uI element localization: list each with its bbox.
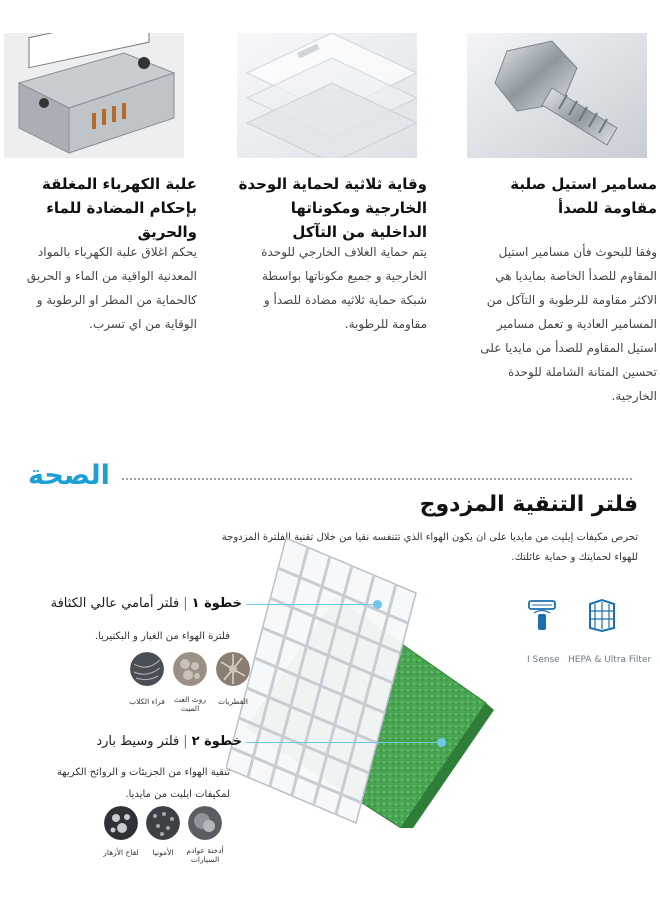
feature-body: يتم حماية الغلاف الخارجي للوحدة الخارجية و جميع مكوناتها بواسطة شبكة حماية ثلاثيه مضادة للصدأ و مقاومة للرطوبة.: [261, 245, 427, 331]
fungi-icon: [216, 652, 250, 686]
dust-mite-label: روث العث الميت: [173, 695, 207, 713]
feature-title: علبة الكهرباء المغلقة بإحكام المضادة للماء والحريق: [41, 175, 197, 241]
section-divider: [122, 478, 632, 480]
step-1-connector: [246, 604, 376, 605]
hepa-filter-label: HEPA & Ultra Filter: [568, 655, 652, 665]
dual-filter-heading: فلتر التنقية المزدوج: [419, 492, 638, 517]
step-2-connector-dot: [437, 738, 446, 747]
step-2-name: فلتر وسيط بارد: [96, 734, 180, 749]
step-2-description: تنقية الهواء من الجزيئات و الروائح الكريهة لمكيفات ايليت من مايديا.: [56, 767, 230, 800]
car-exhaust-icon: [188, 806, 222, 840]
sealed-electric-box-image: [4, 33, 184, 158]
dog-fur-label: فراء الكلاب: [129, 697, 165, 706]
step-1-description: فلترة الهواء من الغبار و البكتيريا.: [94, 631, 230, 642]
dust-mite-icon: [173, 652, 207, 686]
car-exhaust-label: أدخنة عوادم السيارات: [186, 846, 224, 864]
health-section-title: الصحة: [28, 460, 110, 491]
step-2-connector: [246, 742, 440, 743]
triple-layer-shield-image: [237, 33, 417, 158]
step-1-heading: خطوة ١|فلتر أمامي عالي الكثافة: [50, 596, 242, 611]
feature-title: وقاية ثلاثية لحماية الوحدة الخارجية ومكوناتها الداخلية من التآكل: [238, 175, 427, 241]
i-sense-label: I Sense: [527, 655, 560, 665]
feature-body: وفقا للبحوث فأن مسامير استيل المقاوم للصدأ الخاصة بمايديا هي الاكثر مقاومة للرطوبة و التآكل من المسامير العادية و تعمل مسامير استيل المقاوم للصدأ من مايديا على تحسين المتانة الشاملة للوحدة الخارجية.: [480, 245, 657, 403]
ammonia-icon: [146, 806, 180, 840]
feature-title: مسامير استيل صلبة مقاومة للصدأ: [510, 175, 657, 217]
dual-filter-description: تحرص مكيفات إيليت من مايديا على ان يكون الهواء الذي تتنفسه نقيا من خلال تقنية الفلترة المزدوجة للهواء لحمايتك و حماية عائلتك.: [221, 532, 638, 563]
feature-body: يحكم اغلاق علبة الكهرباء بالمواد المعدنية الواقية من الماء و الحريق كالحماية من المطر او الرطوبة و الوقاية من اي تسرب.: [26, 245, 197, 331]
i-sense-icon: [526, 598, 558, 632]
dual-filter-illustration: [226, 538, 496, 828]
fungi-label: الفطريات: [218, 697, 248, 706]
step-2-number: خطوة ٢: [191, 734, 242, 749]
step-1-number: خطوة ١: [191, 596, 242, 611]
step-1-name: فلتر أمامي عالي الكثافة: [50, 596, 180, 611]
hepa-filter-icon: [586, 598, 618, 632]
steel-bolt-image: [467, 33, 647, 158]
pollen-label: لقاح الأزهار: [103, 848, 139, 857]
step-1-connector-dot: [373, 600, 382, 609]
ammonia-label: الأمونيا: [152, 848, 174, 857]
dog-fur-icon: [130, 652, 164, 686]
step-2-heading: خطوة ٢|فلتر وسيط بارد: [96, 734, 242, 749]
pollen-icon: [104, 806, 138, 840]
